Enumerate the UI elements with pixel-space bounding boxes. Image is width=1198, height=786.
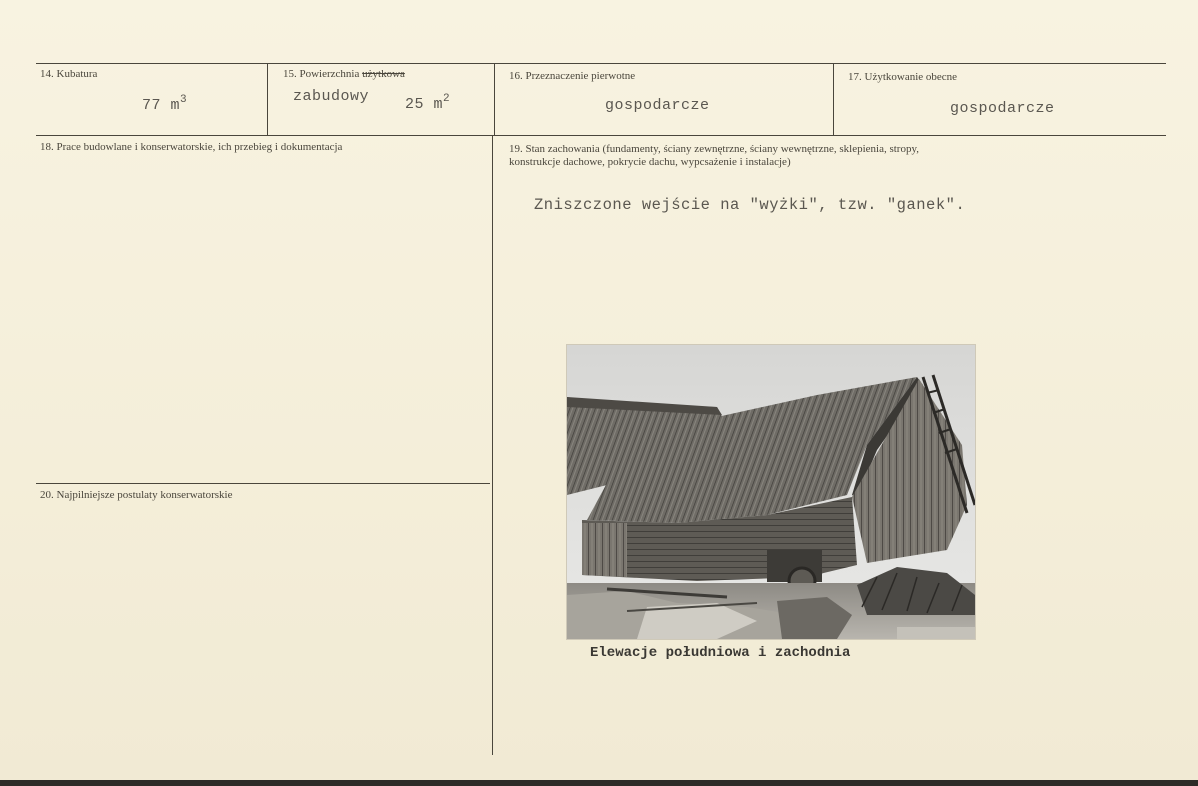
top-rule [36, 63, 1166, 64]
column-divider-1 [267, 63, 268, 135]
stan-label-line1: 19. Stan zachowania (fundamenty, ściany zewnętrzne, ściany wewnętrzne, sklepienia, stropy, [509, 143, 920, 155]
thatched-barn-photo [566, 344, 976, 640]
kubatura-value: 77 $m^3$ [142, 94, 188, 114]
stan-value: Zniszczone wejście na "wyżki", tzw. "ganek". [534, 196, 966, 214]
column-divider-2 [494, 63, 495, 135]
section-rule [36, 483, 490, 484]
powierzchnia-value: 25 $m^2$ [405, 93, 451, 113]
column-divider-3 [833, 63, 834, 135]
main-divider [492, 135, 493, 755]
struck-word: użytkowa [362, 68, 405, 80]
card-bottom-edge [0, 780, 1198, 786]
stan-label-line2: konstrukcje dachowe, pokrycie dachu, wypcsażenie i instalacje) [509, 156, 791, 168]
uzytkowanie-label: 17. Użytkowanie obecne [848, 71, 958, 83]
postulaty-label: 20. Najpilniejsze postulaty konserwatorskie [40, 489, 233, 501]
powierzchnia-typed-word: zabudowy [293, 88, 370, 105]
photo-caption: Elewacje południowa i zachodnia [590, 645, 851, 661]
uzytkowanie-value: gospodarcze [950, 100, 1055, 117]
przeznaczenie-value: gospodarcze [605, 97, 710, 114]
powierzchnia-label: 15. Powierzchnia użytkowa [283, 68, 405, 80]
barn-photo-image [567, 345, 975, 639]
row-rule [36, 135, 1166, 136]
prace-label: 18. Prace budowlane i konserwatorskie, ich przebieg i dokumentacja [40, 141, 343, 153]
kubatura-label: 14. Kubatura [40, 68, 98, 80]
przeznaczenie-label: 16. Przeznaczenie pierwotne [509, 70, 636, 82]
